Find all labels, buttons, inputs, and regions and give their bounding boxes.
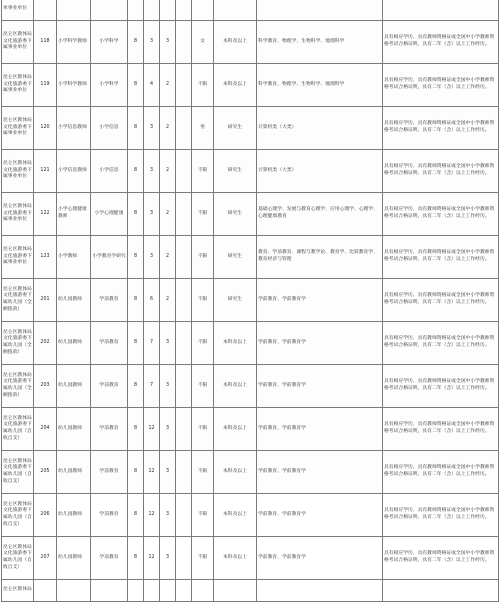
table-row	[2, 537, 499, 580]
cell-edu: 本科及以上	[214, 21, 257, 64]
cell-n2: 3	[144, 150, 160, 193]
cell-code: 205	[34, 451, 57, 494]
cell-other: 具有相应学历、具有教师资格证或全国中小学教师资格考试合格证明，具有二年（含）以上工作经历。	[383, 408, 499, 451]
cell-edu: 研究生	[214, 193, 257, 236]
cell-gender: 不限	[192, 193, 214, 236]
cell-limit	[176, 21, 192, 64]
cell-edu: 研究生	[214, 236, 257, 279]
cell-major: 计算机类（大类）	[257, 107, 383, 150]
cell-other: 具有相应学历、具有教师资格证或全国中小学教师资格考试合格证明，具有二年（含）以上工作经历。	[383, 193, 499, 236]
cell-code: 206	[34, 494, 57, 537]
cell-n3: 2	[160, 193, 176, 236]
cell-n3: 2	[160, 64, 176, 107]
cell-code: 121	[34, 150, 57, 193]
cell-n1	[128, 580, 144, 602]
cell-pos: 小学科学教师	[57, 21, 91, 64]
cell-other: 具有相应学历、具有教师资格证或全国中小学教师资格考试合格证明，具有二年（含）以上工作经历。	[383, 365, 499, 408]
cell-edu: 研究生	[214, 279, 257, 322]
cell-n3: 3	[160, 322, 176, 365]
cell-code: 204	[34, 408, 57, 451]
cell-unit: 昆仑区教体局文化旅游委下属幼儿园（全额拨款）	[2, 322, 34, 365]
cell-code: 122	[34, 193, 57, 236]
table-row	[2, 0, 499, 21]
table-body	[2, 0, 499, 602]
cell-major: 科学教育、物理学、生物科学、地理科学	[257, 64, 383, 107]
cell-n3: 3	[160, 408, 176, 451]
cell-limit	[176, 322, 192, 365]
cell-limit	[176, 107, 192, 150]
cell-major: 基础心理学、发展与教育心理学、应用心理学、心理学、心理健康教育	[257, 193, 383, 236]
cell-gender: 不限	[192, 408, 214, 451]
cell-gender: 男	[192, 107, 214, 150]
cell-n2: 12	[144, 537, 160, 580]
cell-other	[383, 580, 499, 602]
cell-n1: 8	[128, 236, 144, 279]
cell-unit: 昆仑区教体局	[2, 580, 34, 602]
cell-edu: 本科及以上	[214, 494, 257, 537]
cell-n3: 3	[160, 21, 176, 64]
cell-pos: 小学心理健康教师	[57, 193, 91, 236]
cell-other: 具有相应学历、具有教师资格证或全国中小学教师资格考试合格证明，具有二年（含）以上工作经历。	[383, 494, 499, 537]
cell-n2	[144, 580, 160, 602]
cell-n1: 8	[128, 494, 144, 537]
cell-unit: 昆仑区教体局文化旅游委下属幼儿园（自收自支）	[2, 494, 34, 537]
cell-unit: 昆仑区教体局文化旅游委下属幼儿园（自收自支）	[2, 537, 34, 580]
cell-n3	[160, 580, 176, 602]
cell-major: 教育、学前教育、课程与教学论、教育学、比较教育学、教育经济与管理	[257, 236, 383, 279]
cell-n1: 8	[128, 451, 144, 494]
cell-n1: 8	[128, 408, 144, 451]
cell-other	[383, 0, 499, 21]
cell-limit	[176, 236, 192, 279]
cell-edu	[214, 0, 257, 21]
cell-edu: 研究生	[214, 150, 257, 193]
cell-limit	[176, 64, 192, 107]
cell-subj: 小学科学	[91, 21, 128, 64]
cell-other: 具有相应学历、具有教师资格证或全国中小学教师资格考试合格证明，具有二年（含）以上工作经历。	[383, 537, 499, 580]
cell-n2: 12	[144, 451, 160, 494]
cell-n3: 2	[160, 279, 176, 322]
cell-gender	[192, 0, 214, 21]
cell-unit: 单事业单位	[2, 0, 34, 21]
table-row	[2, 408, 499, 451]
cell-gender: 不限	[192, 64, 214, 107]
cell-limit	[176, 150, 192, 193]
cell-pos: 幼儿园教师	[57, 322, 91, 365]
cell-unit: 昆仑区教体局文化旅游委下属事业单位	[2, 107, 34, 150]
cell-limit	[176, 279, 192, 322]
table-row	[2, 193, 499, 236]
cell-limit	[176, 451, 192, 494]
cell-subj: 学前教育	[91, 408, 128, 451]
cell-n1: 8	[128, 21, 144, 64]
cell-major	[257, 0, 383, 21]
cell-n1: 8	[128, 193, 144, 236]
cell-gender: 不限	[192, 537, 214, 580]
cell-code: 118	[34, 21, 57, 64]
cell-other: 具有相应学历、具有教师资格证或全国中小学教师资格考试合格证明，具有二年（含）以上工作经历。	[383, 279, 499, 322]
cell-n2	[144, 0, 160, 21]
cell-n3: 3	[160, 494, 176, 537]
cell-subj: 学前教育	[91, 451, 128, 494]
cell-edu: 研究生	[214, 107, 257, 150]
cell-pos: 幼儿园教师	[57, 537, 91, 580]
cell-pos: 幼儿园教师	[57, 365, 91, 408]
cell-pos	[57, 580, 91, 602]
table-row	[2, 451, 499, 494]
cell-pos: 幼儿园教师	[57, 451, 91, 494]
cell-major	[257, 580, 383, 602]
cell-major: 学前教育、学前教育学	[257, 322, 383, 365]
cell-n2: 3	[144, 21, 160, 64]
cell-n1	[128, 0, 144, 21]
cell-pos: 小学教师	[57, 236, 91, 279]
cell-unit: 昆仑区教体局文化旅游委下属事业单位	[2, 193, 34, 236]
cell-gender: 不限	[192, 150, 214, 193]
cell-limit	[176, 580, 192, 602]
cell-major: 学前教育、学前教育学	[257, 451, 383, 494]
cell-other: 具有相应学历、具有教师资格证或全国中小学教师资格考试合格证明，具有二年（含）以上工作经历。	[383, 322, 499, 365]
cell-subj: 学前教育	[91, 279, 128, 322]
cell-gender: 不限	[192, 236, 214, 279]
cell-code: 119	[34, 64, 57, 107]
cell-gender: 不限	[192, 365, 214, 408]
cell-edu: 本科及以上	[214, 537, 257, 580]
cell-gender: 女	[192, 21, 214, 64]
cell-other: 具有相应学历、具有教师资格证或全国中小学教师资格考试合格证明，具有二年（含）以上工作经历。	[383, 64, 499, 107]
cell-n2: 12	[144, 494, 160, 537]
cell-limit	[176, 408, 192, 451]
cell-other: 具有相应学历、具有教师资格证或全国中小学教师资格考试合格证明，具有二年（含）以上工作经历。	[383, 451, 499, 494]
table-row	[2, 322, 499, 365]
table-row	[2, 279, 499, 322]
cell-limit	[176, 0, 192, 21]
cell-n2: 6	[144, 279, 160, 322]
cell-code: 123	[34, 236, 57, 279]
cell-n1: 8	[128, 322, 144, 365]
cell-subj: 学前教育	[91, 537, 128, 580]
cell-subj	[91, 580, 128, 602]
cell-gender: 不限	[192, 494, 214, 537]
cell-unit: 昆仑区教体局文化旅游委下属事业单位	[2, 21, 34, 64]
cell-n2: 7	[144, 322, 160, 365]
cell-unit: 昆仑区教体局文化旅游委下属幼儿园（全额拨款）	[2, 365, 34, 408]
cell-subj: 小学教育学研究	[91, 236, 128, 279]
cell-subj: 学前教育	[91, 494, 128, 537]
cell-pos: 幼儿园教师	[57, 279, 91, 322]
cell-pos	[57, 0, 91, 21]
cell-other: 具有相应学历、具有教师资格证或全国中小学教师资格考试合格证明，具有二年（含）以上工作经历。	[383, 21, 499, 64]
cell-major: 学前教育、学前教育学	[257, 408, 383, 451]
cell-n3: 2	[160, 107, 176, 150]
cell-unit: 昆仑区教体局文化旅游委下属幼儿园（全额拨款）	[2, 279, 34, 322]
cell-major: 计算机类（大类）	[257, 150, 383, 193]
cell-n3: 3	[160, 451, 176, 494]
cell-other: 具有相应学历、具有教师资格证或全国中小学教师资格考试合格证明，具有二年（含）以上工作经历。	[383, 150, 499, 193]
cell-subj: 小学信息	[91, 150, 128, 193]
cell-code	[34, 580, 57, 602]
cell-n2: 7	[144, 365, 160, 408]
cell-gender	[192, 580, 214, 602]
cell-limit	[176, 537, 192, 580]
table-row	[2, 236, 499, 279]
cell-major: 学前教育、学前教育学	[257, 494, 383, 537]
cell-limit	[176, 193, 192, 236]
cell-subj: 小学信息	[91, 107, 128, 150]
cell-n2: 4	[144, 64, 160, 107]
cell-subj: 学前教育	[91, 365, 128, 408]
cell-major: 科学教育、物理学、生物科学、地理科学	[257, 21, 383, 64]
cell-major: 学前教育、学前教育学	[257, 537, 383, 580]
cell-gender: 不限	[192, 279, 214, 322]
cell-unit: 昆仑区教体局文化旅游委下属幼儿园（自收自支）	[2, 451, 34, 494]
cell-code: 120	[34, 107, 57, 150]
cell-unit: 昆仑区教体局文化旅游委下属事业单位	[2, 150, 34, 193]
cell-other: 具有相应学历、具有教师资格证或全国中小学教师资格考试合格证明，具有二年（含）以上工作经历。	[383, 236, 499, 279]
cell-edu: 本科及以上	[214, 408, 257, 451]
cell-subj: 小学科学	[91, 64, 128, 107]
cell-n2: 3	[144, 236, 160, 279]
cell-n2: 3	[144, 193, 160, 236]
cell-n3: 3	[160, 537, 176, 580]
recruitment-table	[1, 0, 499, 602]
cell-subj: 学前教育	[91, 322, 128, 365]
cell-unit: 昆仑区教体局文化旅游委下属幼儿园（自收自支）	[2, 408, 34, 451]
table-row	[2, 21, 499, 64]
cell-edu: 本科及以上	[214, 451, 257, 494]
table-row	[2, 150, 499, 193]
cell-n1: 8	[128, 64, 144, 107]
cell-n2: 3	[144, 107, 160, 150]
cell-pos: 幼儿园教师	[57, 408, 91, 451]
cell-pos: 小学信息教师	[57, 150, 91, 193]
cell-major: 学前教育、学前教育学	[257, 365, 383, 408]
cell-subj	[91, 0, 128, 21]
cell-n1: 8	[128, 150, 144, 193]
cell-edu: 本科及以上	[214, 322, 257, 365]
cell-n3: 2	[160, 236, 176, 279]
cell-limit	[176, 365, 192, 408]
cell-n3	[160, 0, 176, 21]
cell-n1: 8	[128, 279, 144, 322]
cell-pos: 小学科学教师	[57, 64, 91, 107]
cell-code: 202	[34, 322, 57, 365]
cell-n3: 3	[160, 365, 176, 408]
table-row	[2, 494, 499, 537]
cell-pos: 幼儿园教师	[57, 494, 91, 537]
cell-code: 207	[34, 537, 57, 580]
cell-n3: 2	[160, 150, 176, 193]
cell-n1: 8	[128, 365, 144, 408]
cell-edu	[214, 580, 257, 602]
cell-limit	[176, 494, 192, 537]
cell-gender: 不限	[192, 451, 214, 494]
cell-subj: 小学心理健康	[91, 193, 128, 236]
table-row	[2, 365, 499, 408]
cell-code	[34, 0, 57, 21]
cell-code: 201	[34, 279, 57, 322]
cell-pos: 小学信息教师	[57, 107, 91, 150]
cell-unit: 昆仑区教体局文化旅游委下属事业单位	[2, 236, 34, 279]
cell-major: 学前教育、学前教育学	[257, 279, 383, 322]
cell-edu: 本科及以上	[214, 365, 257, 408]
cell-unit: 昆仑区教体局文化旅游委下属事业单位	[2, 64, 34, 107]
table-row	[2, 580, 499, 602]
cell-gender: 不限	[192, 322, 214, 365]
cell-other: 具有相应学历、具有教师资格证或全国中小学教师资格考试合格证明，具有二年（含）以上工作经历。	[383, 107, 499, 150]
table-row	[2, 107, 499, 150]
cell-code: 203	[34, 365, 57, 408]
cell-edu: 本科及以上	[214, 64, 257, 107]
cell-n2: 12	[144, 408, 160, 451]
cell-n1: 8	[128, 537, 144, 580]
table-row	[2, 64, 499, 107]
cell-n1: 8	[128, 107, 144, 150]
